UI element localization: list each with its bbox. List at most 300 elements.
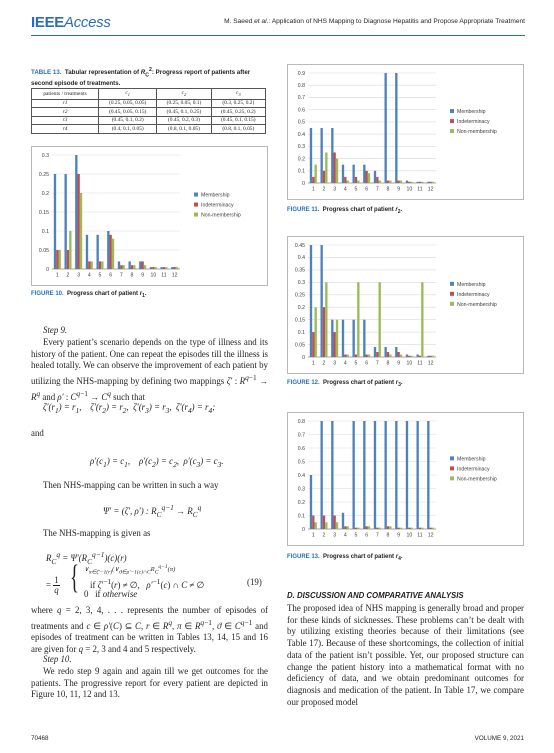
bar-membership — [427, 356, 429, 357]
y-tick-label: 0.3 — [297, 486, 305, 493]
bar-membership — [352, 320, 354, 357]
bar-membership — [64, 174, 66, 269]
bar-membership — [352, 165, 354, 183]
equation-number: (19) — [247, 577, 262, 587]
fig11-caption: FIGURE 11. Progress chart of patient $r_2$. — [287, 207, 403, 216]
y-tick-label: 0 — [302, 526, 305, 533]
bar-indeterminacy — [323, 307, 325, 357]
section-d-heading: D. DISCUSSION AND COMPARATIVE ANALYSIS — [287, 591, 464, 600]
chart-svg — [288, 413, 523, 545]
bar-non-membership — [176, 267, 178, 269]
bar-membership — [75, 155, 77, 269]
bar-non-membership — [432, 182, 434, 183]
bar-membership — [395, 73, 397, 183]
bar-non-membership — [325, 152, 327, 183]
bar-non-membership — [421, 528, 423, 529]
chart-fig12 — [287, 236, 524, 374]
bar-membership — [160, 267, 162, 269]
bar-indeterminacy — [429, 356, 431, 357]
bar-non-membership — [421, 282, 423, 357]
bar-non-membership — [155, 267, 157, 269]
table-cell: (0.8, 0.1, 0.05) — [211, 125, 265, 134]
bar-membership — [363, 421, 365, 529]
bar-indeterminacy — [419, 356, 421, 357]
step10-heading: Step 10. — [43, 654, 72, 664]
y-tick-label: 0.2 — [297, 156, 305, 163]
section-d-paragraph: The proposed idea of NHS mapping is generally broad and proper for these kinds of sicknesses. These problems can’t be dealt with by utilizing existing theories because of their limitations (see Table 17). Because of these shortcomings, the collection of initial data of the patient isn’t possible. Yet, our proposed structure can change the patient history into a mathematical format with no deficiency of data, and we obtain predominant outcomes for diagnosis and medication of the patient. In Table 17, we compare our proposed model — [287, 603, 524, 707]
x-tick-label: 2 — [322, 532, 326, 539]
table-cell: (0.25, 0.05, 0.1) — [157, 99, 211, 108]
bar-membership — [320, 245, 322, 357]
bar-non-membership — [432, 528, 434, 529]
bar-membership — [107, 231, 109, 269]
bar-indeterminacy — [376, 177, 378, 183]
bar-non-membership — [69, 231, 71, 269]
bar-indeterminacy — [419, 528, 421, 529]
y-tick-label: 0.2 — [41, 190, 49, 197]
bar-non-membership — [411, 182, 413, 183]
bar-membership — [395, 421, 397, 529]
chart-fig13 — [287, 412, 524, 546]
bar-membership — [342, 165, 344, 183]
bar-membership — [384, 347, 386, 357]
x-tick-label: 1 — [311, 186, 315, 193]
legend-swatch — [450, 292, 454, 296]
table13 — [31, 88, 266, 134]
y-tick-label: 0.1 — [297, 329, 305, 336]
legend-label: Indeterminacy — [457, 291, 490, 298]
bar-indeterminacy — [355, 528, 357, 529]
x-tick-label: 4 — [87, 272, 91, 279]
legend-swatch — [194, 203, 198, 207]
bar-non-membership — [80, 193, 82, 269]
bar-membership — [406, 181, 408, 183]
x-tick-label: 1 — [311, 360, 315, 367]
y-tick-label: 0.2 — [297, 499, 305, 506]
equation-rho: $\rho'(c_1) = c_1$, $\rho'(c_2) = c_2$, $\rho'(c_3) = c_3$. — [90, 456, 224, 469]
y-tick-label: 0.3 — [41, 152, 49, 159]
bar-indeterminacy — [408, 528, 410, 529]
x-tick-label: 3 — [333, 360, 337, 367]
bar-indeterminacy — [419, 182, 421, 183]
bar-membership — [310, 128, 312, 183]
bar-membership — [128, 261, 130, 269]
bar-membership — [352, 421, 354, 529]
bar-indeterminacy — [408, 356, 410, 357]
legend-label: Membership — [201, 192, 230, 199]
x-tick-label: 10 — [406, 186, 413, 193]
y-tick-label: 0.7 — [297, 95, 305, 102]
bar-non-membership — [357, 282, 359, 357]
chart-fig10 — [31, 146, 268, 286]
table-cell: (0.45, 0.25, 0.2) — [211, 108, 265, 117]
bar-membership — [320, 128, 322, 183]
legend-swatch — [194, 193, 198, 197]
bar-indeterminacy — [88, 261, 90, 269]
chart-svg — [288, 237, 523, 373]
step10-paragraph: We redo step 9 again and again till we get outcomes for the patients. The progressive report for every patient are depicted in Figure 10, 11, 12 and 13. — [31, 666, 268, 700]
legend-label: Membership — [457, 456, 486, 463]
x-tick-label: 12 — [427, 360, 434, 367]
x-tick-label: 2 — [322, 186, 326, 193]
fig10-caption: FIGURE 10. Progress chart of patient $r_1$. — [31, 291, 147, 300]
bar-indeterminacy — [312, 516, 314, 530]
fig13-caption: FIGURE 13. Progress chart of patient $r_4$. — [287, 554, 403, 563]
x-tick-label: 7 — [375, 186, 379, 193]
x-tick-label: 4 — [343, 186, 347, 193]
fig12-caption: FIGURE 12. Progress chart of patient $r_3$. — [287, 380, 403, 389]
bar-indeterminacy — [333, 152, 335, 183]
bar-membership — [374, 421, 376, 529]
bar-indeterminacy — [77, 174, 79, 269]
legend-label: Non-membership — [457, 129, 497, 136]
y-tick-label: 0.2 — [297, 305, 305, 312]
bar-membership — [331, 421, 333, 529]
x-tick-label: 9 — [397, 360, 401, 367]
y-tick-label: 0 — [302, 354, 305, 361]
bar-membership — [118, 261, 120, 269]
bar-non-membership — [325, 522, 327, 529]
equation-nhs-lhs: = 1 q — [46, 575, 59, 595]
x-tick-label: 3 — [333, 532, 337, 539]
bar-indeterminacy — [355, 355, 357, 357]
x-tick-label: 11 — [417, 186, 423, 193]
then-text: Then NHS-mapping can be written in such a way — [43, 480, 219, 490]
bar-indeterminacy — [355, 177, 357, 183]
bar-non-membership — [133, 265, 135, 269]
x-tick-label: 5 — [354, 186, 358, 193]
chart-fig11 — [287, 64, 524, 200]
and-text: and — [31, 428, 44, 438]
bar-membership — [150, 267, 152, 269]
x-tick-label: 9 — [397, 532, 401, 539]
bar-non-membership — [400, 528, 402, 529]
x-tick-label: 2 — [322, 360, 326, 367]
legend-label: Indeterminacy — [201, 202, 234, 209]
bar-membership — [342, 320, 344, 357]
page-header — [31, 14, 525, 36]
y-tick-label: 0.4 — [297, 131, 305, 138]
bar-indeterminacy — [109, 235, 111, 269]
bar-membership — [406, 421, 408, 529]
x-tick-label: 5 — [98, 272, 102, 279]
equation-nhs-line1: $R_C^q = \Psi'(R_C^{q-1})(c)(r)$ — [46, 550, 127, 566]
bar-membership — [54, 174, 56, 269]
bar-non-membership — [357, 181, 359, 183]
bar-non-membership — [357, 528, 359, 529]
bar-indeterminacy — [429, 182, 431, 183]
step9-paragraph: Every patient’s scenario depends on the type of illness and its history of the patient. One can repeat the episodes till the illness is healed totally. We can observe the improvement of each patient by utilizing the NHS-mapping by defining two mappings ζ′ : $R^{q-1} \to R^q$ and ρ′ : $C^{q-1} \to C^q$ such that — [31, 337, 269, 402]
where-paragraph: where q = 2, 3, 4, . . . represents the number of episodes of treatments and c ∈ ρ′(C) ⊆ C, r ∈ $R^q$, π ∈ $R^{q-1}$, ϑ ∈ $C^{q-1}$ and episodes of treatment can be written in Tables 13, 14, 15 and 16 are given for q = 2, 3 and 4 and 5 respectively. — [31, 605, 268, 655]
x-tick-label: 7 — [375, 360, 379, 367]
bar-membership — [374, 171, 376, 183]
y-tick-label: 0.05 — [38, 247, 49, 254]
x-tick-label: 6 — [365, 186, 369, 193]
bar-membership — [171, 267, 173, 269]
bar-non-membership — [347, 526, 349, 529]
bar-non-membership — [123, 265, 125, 269]
table-row — [32, 99, 266, 108]
table-row-label: r1 — [32, 99, 99, 108]
bar-membership — [331, 320, 333, 357]
table-cell: (0.4, 0.1, 0.05) — [99, 125, 157, 134]
bar-non-membership — [421, 182, 423, 183]
x-tick-label: 11 — [417, 360, 423, 367]
equation-psi: Ψ′ = (ζ′, ρ′) : $R_C^{q-1} \to R_C^q$ — [103, 503, 202, 519]
x-tick-label: 6 — [365, 532, 369, 539]
chart-svg — [288, 65, 523, 199]
y-tick-label: 0.4 — [297, 255, 305, 262]
y-tick-label: 0.8 — [297, 418, 305, 425]
bar-non-membership — [368, 173, 370, 183]
table-cell: (0.45, 0.2, 0.3) — [157, 116, 211, 125]
bar-indeterminacy — [120, 265, 122, 269]
legend-swatch — [450, 456, 454, 460]
bar-indeterminacy — [131, 265, 133, 269]
x-tick-label: 7 — [119, 272, 123, 279]
equation-nhs-case1: $\vee_{\pi\in\zeta'-1(r)}(\vee_{ϑ\in\rho'-1(c)\cap C}R_C^{q-1}(\pi)$ — [84, 564, 176, 576]
bar-non-membership — [59, 250, 61, 269]
y-tick-label: 0.25 — [294, 292, 305, 299]
bar-non-membership — [112, 239, 114, 269]
legend-swatch — [450, 476, 454, 480]
bar-membership — [86, 235, 88, 269]
bar-indeterminacy — [333, 332, 335, 357]
x-tick-label: 3 — [333, 186, 337, 193]
bar-membership — [416, 182, 418, 183]
equation-brace: { — [70, 559, 79, 596]
x-tick-label: 10 — [150, 272, 157, 279]
table-header-cell: $c_1$ — [99, 89, 157, 100]
bar-non-membership — [144, 265, 146, 269]
bar-membership — [363, 165, 365, 183]
chart-svg — [32, 147, 267, 285]
bar-non-membership — [379, 528, 381, 529]
x-tick-label: 7 — [375, 532, 379, 539]
bar-non-membership — [379, 181, 381, 183]
legend-swatch — [450, 466, 454, 470]
y-tick-label: 0.1 — [297, 513, 305, 520]
bar-indeterminacy — [387, 181, 389, 183]
x-tick-label: 5 — [354, 532, 358, 539]
y-tick-label: 0 — [46, 266, 49, 273]
table-header-cell: patients / treatments — [32, 89, 99, 100]
bar-non-membership — [315, 522, 317, 529]
bar-non-membership — [400, 181, 402, 183]
legend-swatch — [194, 213, 198, 217]
table-header-row — [32, 89, 266, 100]
bar-membership — [96, 235, 98, 269]
table-cell: (0.45, 0.1, 0.25) — [157, 108, 211, 117]
x-tick-label: 12 — [427, 532, 434, 539]
legend-label: Non-membership — [457, 301, 497, 308]
table-row-label: r4 — [32, 125, 99, 134]
table-cell: (0.45, 0.1, 0.15) — [211, 116, 265, 125]
bar-non-membership — [347, 181, 349, 183]
y-tick-label: 0.4 — [297, 472, 305, 479]
y-tick-label: 0.05 — [294, 342, 305, 349]
bar-indeterminacy — [408, 182, 410, 183]
bar-non-membership — [336, 522, 338, 529]
bar-indeterminacy — [376, 528, 378, 529]
equation-nhs-case1b: if $\zeta'^{-1}(r)$ ≠ ∅, $\rho'^{-1}(c)$ ∩ C ≠ ∅ — [90, 577, 205, 590]
bar-non-membership — [389, 526, 391, 529]
running-title: M. Saeed et al.: Application of NHS Mapping to Diagnose Hepatitis and Propose Appropriate Treatment — [224, 18, 525, 25]
bar-indeterminacy — [387, 526, 389, 529]
legend-swatch — [450, 129, 454, 133]
bar-indeterminacy — [376, 352, 378, 357]
legend-label: Membership — [457, 109, 486, 116]
x-tick-label: 8 — [386, 186, 390, 193]
table-row — [32, 108, 266, 117]
header-rule — [31, 35, 525, 36]
y-tick-label: 0.15 — [294, 317, 305, 324]
y-tick-label: 0.7 — [297, 432, 305, 439]
bar-non-membership — [432, 356, 434, 357]
table-header-cell: $c_2$ — [157, 89, 211, 100]
legend-label: Indeterminacy — [457, 119, 490, 126]
table-row-label: r3 — [32, 116, 99, 125]
x-tick-label: 6 — [365, 360, 369, 367]
equation-zeta: $\zeta'(r_1) = r_1$, $\zeta'(r_2) = r_2$, $\zeta'(r_3) = r_3$, $\zeta'(r_4) = r_4$; — [43, 402, 216, 415]
bar-membership — [310, 245, 312, 357]
bar-membership — [384, 421, 386, 529]
x-tick-label: 4 — [343, 360, 347, 367]
bar-indeterminacy — [323, 171, 325, 183]
x-tick-label: 9 — [397, 186, 401, 193]
table13-caption: TABLE 13. Tabular representation of $R_C^2$: Progress report of patients after second episode of treatments. — [31, 67, 251, 87]
bar-indeterminacy — [365, 526, 367, 529]
bar-membership — [342, 513, 344, 529]
legend-label: Indeterminacy — [457, 466, 490, 473]
table-header-cell: $c_3$ — [211, 89, 265, 100]
x-tick-label: 9 — [141, 272, 145, 279]
bar-indeterminacy — [323, 516, 325, 530]
page-number: 70468 — [31, 735, 49, 742]
bar-indeterminacy — [99, 261, 101, 269]
bar-non-membership — [347, 355, 349, 357]
table-cell: (0.45, 0.05, 0.15) — [99, 108, 157, 117]
bar-indeterminacy — [387, 352, 389, 357]
y-tick-label: 0.5 — [297, 119, 305, 126]
legend-swatch — [450, 302, 454, 306]
x-tick-label: 12 — [427, 186, 434, 193]
table-row — [32, 116, 266, 125]
equation-nhs-case2: 0 if otherwise — [84, 589, 138, 599]
legend-swatch — [450, 282, 454, 286]
x-tick-label: 12 — [171, 272, 178, 279]
bar-non-membership — [368, 526, 370, 529]
bar-non-membership — [336, 320, 338, 357]
bar-membership — [416, 421, 418, 529]
bar-non-membership — [315, 165, 317, 183]
y-tick-label: 0.45 — [294, 242, 305, 249]
x-tick-label: 11 — [417, 532, 423, 539]
bar-non-membership — [336, 159, 338, 183]
bar-membership — [384, 73, 386, 183]
bar-membership — [374, 347, 376, 357]
bar-membership — [427, 182, 429, 183]
y-tick-label: 0.1 — [41, 228, 49, 235]
x-tick-label: 1 — [311, 532, 315, 539]
bar-membership — [331, 128, 333, 183]
volume-label: VOLUME 9, 2021 — [474, 735, 524, 742]
given-as-text: The NHS-mapping is given as — [43, 528, 151, 538]
bar-indeterminacy — [312, 177, 314, 183]
bar-non-membership — [389, 355, 391, 357]
bar-membership — [363, 320, 365, 357]
table-row — [32, 125, 266, 134]
bar-membership — [139, 261, 141, 269]
y-tick-label: 0.35 — [294, 267, 305, 274]
bar-membership — [427, 421, 429, 529]
bar-non-membership — [315, 307, 317, 357]
table-row-label: r2 — [32, 108, 99, 117]
y-tick-label: 0.3 — [297, 144, 305, 151]
x-tick-label: 8 — [386, 360, 390, 367]
y-tick-label: 0.1 — [297, 168, 305, 175]
bar-non-membership — [400, 355, 402, 357]
step9-heading: Step 9. — [43, 325, 68, 335]
table-cell: (0.45, 0.1, 0.2) — [99, 116, 157, 125]
bar-non-membership — [91, 261, 93, 269]
y-tick-label: 0.5 — [297, 459, 305, 466]
bar-indeterminacy — [397, 181, 399, 183]
bar-indeterminacy — [141, 261, 143, 269]
y-tick-label: 0.25 — [38, 171, 49, 178]
bar-indeterminacy — [344, 177, 346, 183]
y-tick-label: 0.3 — [297, 280, 305, 287]
journal-logo: IEEEAccess — [31, 14, 111, 31]
x-tick-label: 4 — [343, 532, 347, 539]
x-tick-label: 10 — [406, 360, 413, 367]
bar-indeterminacy — [67, 250, 69, 269]
legend-swatch — [450, 119, 454, 123]
y-tick-label: 0.8 — [297, 83, 305, 90]
bar-membership — [395, 347, 397, 357]
x-tick-label: 6 — [109, 272, 113, 279]
legend-label: Non-membership — [457, 476, 497, 483]
x-tick-label: 11 — [161, 272, 167, 279]
bar-indeterminacy — [344, 526, 346, 529]
bar-non-membership — [379, 282, 381, 357]
bar-membership — [310, 475, 312, 529]
bar-membership — [320, 421, 322, 529]
bar-indeterminacy — [365, 171, 367, 183]
x-tick-label: 3 — [77, 272, 81, 279]
y-tick-label: 0 — [302, 180, 305, 187]
bar-indeterminacy — [365, 355, 367, 357]
bar-indeterminacy — [333, 516, 335, 530]
bar-membership — [406, 355, 408, 357]
x-tick-label: 8 — [386, 532, 390, 539]
bar-indeterminacy — [173, 267, 175, 269]
y-tick-label: 0.9 — [297, 70, 305, 77]
bar-indeterminacy — [56, 250, 58, 269]
bar-indeterminacy — [344, 355, 346, 357]
legend-label: Non-membership — [201, 212, 241, 219]
table-cell: (0.8, 0.1, 0.05) — [157, 125, 211, 134]
legend-swatch — [450, 109, 454, 113]
x-tick-label: 10 — [406, 532, 413, 539]
bar-non-membership — [368, 355, 370, 357]
bar-indeterminacy — [429, 528, 431, 529]
bar-non-membership — [411, 528, 413, 529]
x-tick-label: 2 — [66, 272, 70, 279]
bar-indeterminacy — [163, 267, 165, 269]
x-tick-label: 1 — [55, 272, 59, 279]
bar-indeterminacy — [312, 332, 314, 357]
